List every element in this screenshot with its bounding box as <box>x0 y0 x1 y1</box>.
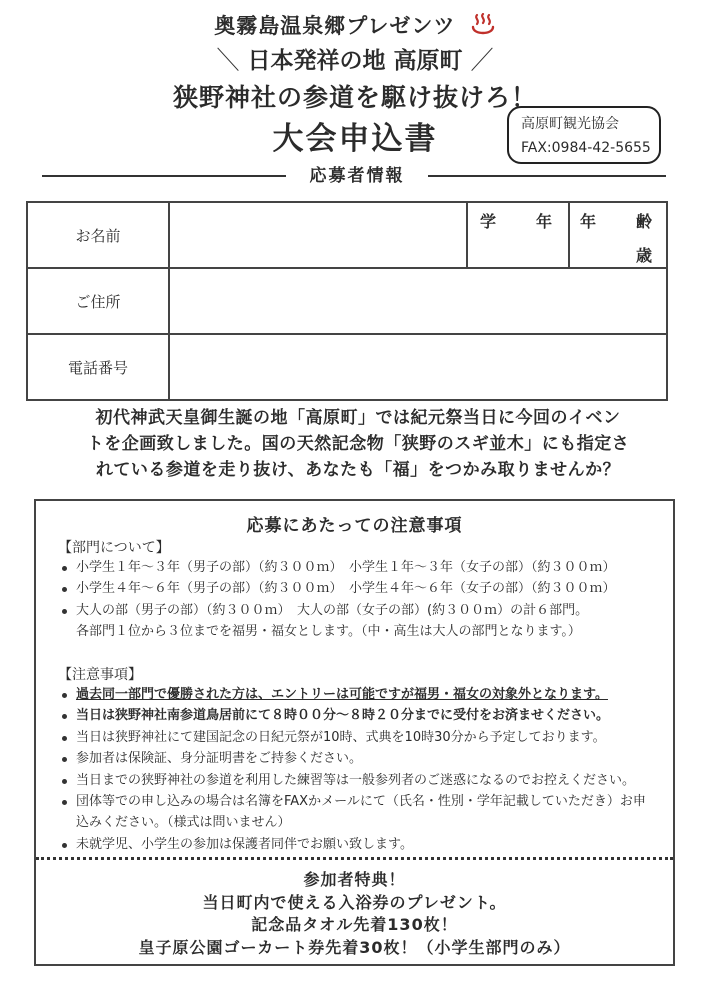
grade-field[interactable] <box>467 202 569 268</box>
list-item: 小学生４年～６年（男子の部）（約３００ｍ） 小学生４年～６年（女子の部）（約３００ｍ） <box>60 578 670 599</box>
intro-line-3: れている参道を走り抜け、あなたも「福」をつかみ取りませんか？ <box>95 460 621 480</box>
grade-label-2: 年 <box>536 212 553 231</box>
event-title: 狭野神社の参道を駆け抜けろ！ <box>172 83 537 112</box>
contact-org: 高原町観光協会 <box>521 116 619 132</box>
phone-label: 電話番号 <box>27 334 169 400</box>
presents-heading <box>0 10 710 42</box>
section-rule-right <box>428 175 666 177</box>
list-item: 過去同一部門で優勝された方は、エントリーは可能ですが福男・福女の対象外となります。 <box>60 684 670 705</box>
divisions-list <box>60 557 670 643</box>
list-item: 小学生１年～３年（男子の部）（約３００ｍ） 小学生１年～３年（女子の部）（約３００ｍ） <box>60 557 670 578</box>
form-title: 大会申込書 <box>272 121 438 157</box>
benefits-title: 参加者特典！ <box>303 870 406 889</box>
age-label-2: 齢 <box>636 212 653 231</box>
contact-box <box>507 106 661 164</box>
intro-line-1: 初代神武天皇御生誕の地「高原町」では紀元祭当日に今回のイベン <box>95 408 621 428</box>
list-item: 各部門１位から３位までを福男・福女とします。（中・高生は大人の部門となります。） <box>76 624 581 640</box>
list-item: 未就学児、小学生の参加は保護者同伴でお願い致します。 <box>60 834 670 855</box>
address-label: ご住所 <box>27 268 169 334</box>
name-field[interactable] <box>169 202 467 268</box>
age-label-3: 歳 <box>636 246 653 265</box>
applicant-form-table <box>26 201 668 401</box>
dotted-divider <box>36 857 673 860</box>
birthplace-heading <box>0 42 710 75</box>
benefits-line-2: 記念品タオル先着130枚！ <box>251 915 458 934</box>
name-label: お名前 <box>27 202 169 268</box>
contact-fax: FAX:0984-42-5655 <box>521 140 651 156</box>
benefits-line-3: 皇子原公園ゴーカート券先着30枚！（小学生部門のみ） <box>138 937 571 957</box>
age-label-1: 年 <box>580 212 597 231</box>
list-item: 当日までの狭野神社の参道を利用した練習等は一般参列者のご迷惑になるのでお控えください。 <box>60 770 670 791</box>
benefits-block <box>36 869 673 959</box>
birthplace-text: 日本発祥の地 高原町 <box>247 48 463 74</box>
benefits-line-1: 当日町内で使える入浴券のプレゼント。 <box>202 892 507 912</box>
phone-field[interactable] <box>169 334 667 400</box>
list-item: 当日は狭野神社にて建国記念の日紀元祭が10時、式典を10時30分から予定しております。 <box>60 727 670 748</box>
presents-text: 奥霧島温泉郷プレゼンツ <box>214 14 456 38</box>
age-field[interactable] <box>569 202 667 268</box>
notes-heading: 【注意事項】 <box>58 667 142 683</box>
list-item: 参加者は保険証、身分証明書をご持参ください。 <box>60 748 670 769</box>
list-item: 団体等での申し込みの場合は名簿をFAXかメールにて（氏名・性別・学年記載していただき）お申 <box>60 791 670 812</box>
slash-left: ＼ <box>216 46 240 76</box>
intro-paragraph <box>38 405 678 483</box>
slash-right: ／ <box>470 46 494 76</box>
hot-spring-icon <box>470 13 496 42</box>
intro-line-2: トを企画致しました。国の天然記念物「狭野のスギ並木」にも指定さ <box>86 434 630 454</box>
list-item: 当日は狭野神社南参道鳥居前にて８時００分～８時２０分までに受付をお済ませください。 <box>60 705 670 726</box>
notice-title: 応募にあたっての注意事項 <box>246 516 463 536</box>
notes-list <box>60 684 670 855</box>
notice-box <box>34 499 675 966</box>
section-rule-left <box>42 175 286 177</box>
divisions-heading: 【部門について】 <box>58 540 170 556</box>
applicant-section-title: 応募者情報 <box>309 166 405 186</box>
grade-label-1: 学 <box>480 212 497 231</box>
address-field[interactable] <box>169 268 667 334</box>
list-item: 込みください。（様式は問いません） <box>76 815 291 831</box>
list-item: 大人の部（男子の部）（約３００ｍ） 大人の部（女子の部）(約３００ｍ）の計６部門。 <box>60 600 670 621</box>
